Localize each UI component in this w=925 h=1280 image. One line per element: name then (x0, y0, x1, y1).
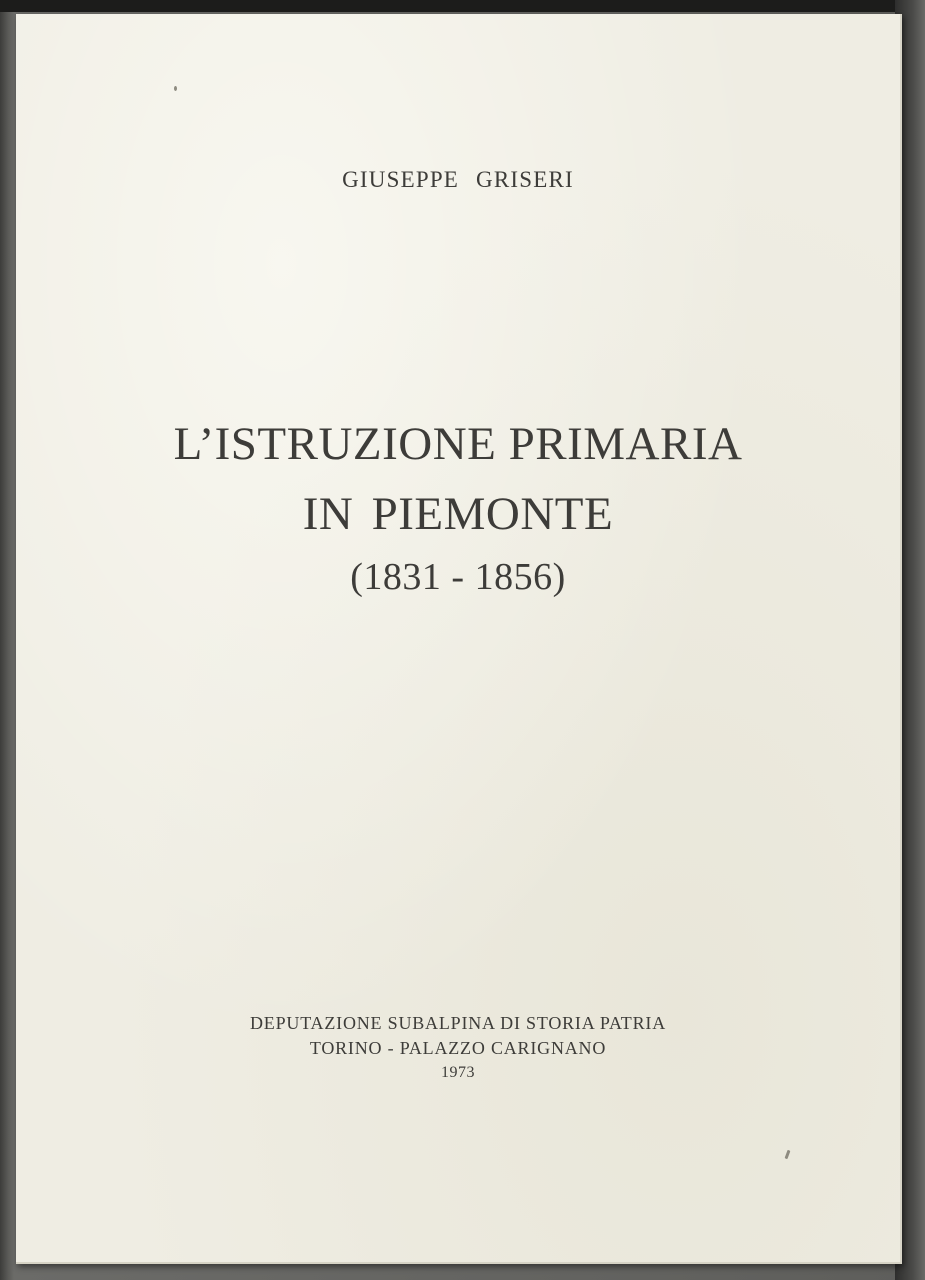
paper-speck (785, 1150, 791, 1159)
publisher-location: TORINO - PALAZZO CARIGNANO (309, 1038, 607, 1058)
title-years: (1831 - 1856) (350, 556, 566, 598)
author-name: GIUSEPPE GRISERI (342, 167, 574, 192)
title-line-1: L’ISTRUZIONE PRIMARIA (173, 418, 743, 470)
title-line-2: IN PIEMONTE (302, 488, 614, 540)
publication-year: 1973 (441, 1064, 475, 1081)
dark-surface-top (0, 0, 925, 12)
paper-speck (174, 86, 177, 91)
book-cover (16, 14, 902, 1264)
publisher-name: DEPUTAZIONE SUBALPINA DI STORIA PATRIA (250, 1013, 666, 1033)
